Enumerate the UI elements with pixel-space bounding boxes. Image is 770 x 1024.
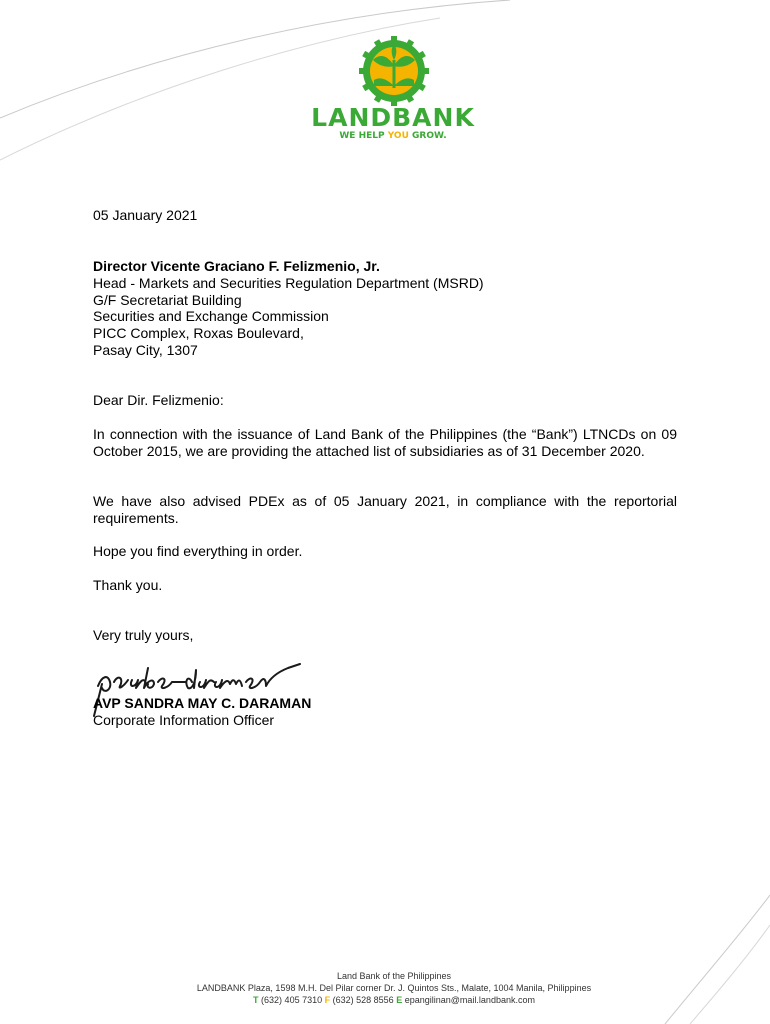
recipient-line: Pasay City, 1307	[93, 342, 198, 358]
footer-e-label: E	[396, 995, 403, 1005]
recipient-line: PICC Complex, Roxas Boulevard,	[93, 325, 304, 341]
footer-email: epangilinan@mail.landbank.com	[404, 995, 535, 1005]
tagline-we-help: WE HELP	[339, 131, 385, 141]
signatory-name: AVP SANDRA MAY C. DARAMAN	[93, 695, 312, 711]
signatory-title: Corporate Information Officer	[93, 712, 275, 728]
footer-contacts	[0, 994, 770, 1006]
logo-wordmark: LANDBANK	[311, 103, 475, 132]
letter-date: 05 January 2021	[93, 207, 198, 223]
salutation: Dear Dir. Felizmenio:	[93, 392, 224, 408]
body-paragraph: Hope you find everything in order.	[93, 543, 303, 559]
footer-t-label: T	[253, 995, 259, 1005]
body-paragraph: In connection with the issuance of Land Bank of the Philippines (the “Bank”) LTNCDs on 09 October 2015, we are providing the attached list of subsidiaries as of 31 December 2020.	[93, 426, 677, 459]
tagline-grow: GROW.	[412, 131, 447, 141]
closing: Very truly yours,	[93, 627, 194, 643]
footer-address: LANDBANK Plaza, 1598 M.H. Del Pilar corner Dr. J. Quintos Sts., Malate, 1004 Manila, Philippines	[196, 983, 592, 993]
footer-f-label: F	[324, 995, 331, 1005]
recipient-line: Head - Markets and Securities Regulation Department (MSRD)	[93, 275, 484, 291]
landbank-logo-emblem	[359, 36, 429, 106]
footer-fax: (632) 528 8556	[332, 995, 394, 1005]
tagline-you: YOU	[387, 131, 409, 141]
footer-org: Land Bank of the Philippines	[336, 971, 452, 981]
logo-tagline	[300, 131, 486, 141]
recipient-line: G/F Secretariat Building	[93, 292, 242, 308]
recipient-line: Securities and Exchange Commission	[93, 308, 329, 324]
recipient-name: Director Vicente Graciano F. Felizmenio, Jr.	[93, 258, 380, 274]
body-paragraph: We have also advised PDEx as of 05 January 2021, in compliance with the reportorial requirements.	[93, 493, 677, 526]
footer-telephone: (632) 405 7310	[261, 995, 323, 1005]
body-paragraph: Thank you.	[93, 577, 163, 593]
